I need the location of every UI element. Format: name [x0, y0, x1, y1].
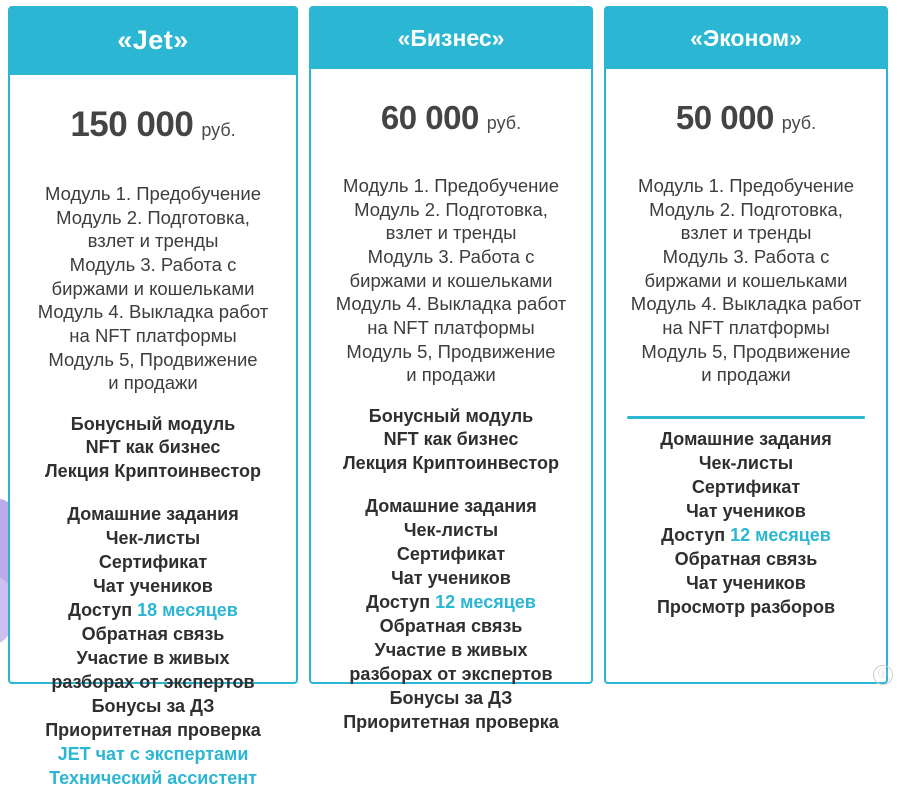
feature-text: Сертификат — [691, 476, 801, 497]
feature-text: Участие в живых — [76, 647, 230, 668]
feature-line — [45, 599, 261, 623]
feature-text: Доступ — [68, 599, 138, 620]
module-line: Модуль 3. Работа с — [662, 246, 830, 268]
feature-highlight: 18 месяцев — [137, 599, 238, 620]
module-line: Модуль 1. Предобучение — [342, 175, 560, 196]
feature-line — [343, 615, 559, 639]
bonus-line: Лекция Криптоинвестор — [343, 452, 559, 473]
card-title-business: «Бизнес» — [311, 8, 591, 69]
feature-line — [657, 548, 835, 572]
feature-text: Сертификат — [98, 552, 208, 573]
feature-text: Обратная связь — [379, 615, 523, 636]
feature-text: Чек-листы — [698, 452, 794, 473]
module-line: Модуль 2. Подготовка, — [56, 206, 250, 228]
bonus-line: Лекция Криптоинвестор — [45, 460, 261, 481]
feature-text: Доступ — [366, 591, 436, 612]
module-line: Модуль 2. Подготовка, — [649, 198, 843, 220]
bonus-list-business — [343, 405, 559, 475]
card-title-economy: «Эконом» — [606, 8, 886, 69]
feature-text: Сертификат — [396, 544, 506, 565]
feature-line — [657, 452, 835, 476]
feature-line — [657, 524, 835, 548]
feature-text: Чат учеников — [686, 572, 806, 593]
feature-line — [657, 428, 835, 452]
feature-line — [45, 503, 261, 527]
feature-text: разборах от экспертов — [349, 663, 553, 684]
module-line: взлет и тренды — [385, 222, 517, 244]
module-line: и продажи — [108, 372, 198, 394]
bonus-list-jet — [45, 413, 261, 483]
feature-line — [343, 543, 559, 567]
feature-text: Чек-листы — [105, 528, 201, 549]
feature-line — [343, 711, 559, 735]
feature-text: Доступ — [661, 524, 731, 545]
watermark-icon: ⓘ — [873, 665, 893, 685]
module-line: взлет и тренды — [680, 222, 812, 244]
feature-highlight: 12 месяцев — [435, 591, 536, 612]
feature-text: Участие в живых — [374, 639, 528, 660]
modules-list-jet — [34, 182, 273, 395]
feature-line — [45, 671, 261, 695]
module-line: Модуль 3. Работа с — [367, 246, 535, 268]
module-line: и продажи — [406, 364, 496, 386]
module-line: биржами и кошельками — [51, 277, 255, 299]
feature-line — [343, 639, 559, 663]
feature-text: Обратная связь — [674, 548, 818, 569]
price-value-economy: 50 000 — [675, 99, 774, 136]
feature-text: Бонусы за ДЗ — [389, 687, 513, 708]
module-line: Модуль 5, Продвижение — [641, 340, 851, 362]
feature-highlight: Технический ассистент — [49, 767, 257, 788]
feature-line — [343, 495, 559, 519]
module-line: Модуль 4. Выкладка работ — [37, 301, 269, 323]
feature-line — [343, 663, 559, 687]
modules-list-business — [332, 174, 571, 387]
pricing-card-economy[interactable] — [604, 6, 888, 684]
divider-economy — [627, 416, 865, 419]
feature-text: Просмотр разборов — [656, 596, 836, 617]
pricing-card-business[interactable] — [309, 6, 593, 732]
feature-text: Чат учеников — [686, 500, 806, 521]
feature-line — [45, 623, 261, 647]
module-line: взлет и тренды — [87, 230, 219, 252]
card-title-jet: «Jet» — [10, 8, 296, 75]
bonus-line: Бонусный модуль — [70, 414, 236, 435]
module-line: Модуль 2. Подготовка, — [354, 198, 548, 220]
feature-line — [45, 743, 261, 767]
feature-line — [657, 476, 835, 500]
feature-text: Чек-листы — [403, 520, 499, 541]
feature-text: Приоритетная проверка — [45, 719, 261, 740]
price-row-jet — [70, 105, 235, 145]
module-line: Модуль 5, Продвижение — [346, 340, 556, 362]
feature-line — [657, 596, 835, 620]
price-value-jet: 150 000 — [70, 105, 194, 144]
feature-highlight: JET чат с экспертами — [57, 743, 249, 764]
feature-text: Приоритетная проверка — [343, 711, 559, 732]
module-line: Модуль 1. Предобучение — [637, 175, 855, 196]
module-line: на NFT платформы — [662, 317, 830, 339]
feature-line — [45, 647, 261, 671]
module-line: Модуль 5, Продвижение — [48, 348, 258, 370]
feature-line — [45, 719, 261, 743]
feature-text: Домашние задания — [67, 504, 239, 525]
module-line: на NFT платформы — [367, 317, 535, 339]
bonus-line: NFT как бизнес — [85, 437, 221, 458]
module-line: биржами и кошельками — [644, 269, 848, 291]
feature-text: Обратная связь — [81, 623, 225, 644]
feature-line — [657, 572, 835, 596]
feature-line — [45, 527, 261, 551]
features-list-economy — [653, 428, 839, 620]
features-list-business — [339, 495, 563, 734]
feature-line — [343, 591, 559, 615]
module-line: Модуль 1. Предобучение — [44, 183, 262, 204]
price-row-economy — [676, 99, 816, 137]
feature-line — [45, 767, 261, 790]
price-currency-economy: руб. — [781, 113, 817, 133]
price-row-business — [381, 99, 521, 137]
modules-list-economy — [627, 174, 866, 387]
feature-text: Чат учеников — [391, 568, 511, 589]
features-list-jet — [41, 503, 265, 790]
module-line: Модуль 3. Работа с — [69, 254, 237, 276]
feature-line — [657, 500, 835, 524]
bonus-line: NFT как бизнес — [383, 429, 519, 450]
feature-text: Домашние задания — [660, 429, 832, 450]
pricing-card-jet[interactable] — [8, 6, 298, 788]
feature-line — [343, 567, 559, 591]
feature-text: Домашние задания — [365, 496, 537, 517]
price-value-business: 60 000 — [380, 99, 479, 136]
feature-text: Чат учеников — [93, 576, 213, 597]
feature-line — [45, 551, 261, 575]
price-currency-jet: руб. — [201, 120, 236, 140]
feature-highlight: 12 месяцев — [730, 524, 831, 545]
feature-line — [343, 519, 559, 543]
bonus-line: Бонусный модуль — [368, 406, 534, 427]
module-line: Модуль 4. Выкладка работ — [335, 293, 567, 315]
module-line: и продажи — [701, 364, 791, 386]
module-line: биржами и кошельками — [349, 269, 553, 291]
feature-line — [45, 695, 261, 719]
feature-line — [343, 687, 559, 711]
module-line: на NFT платформы — [69, 325, 237, 347]
feature-text: Бонусы за ДЗ — [91, 695, 215, 716]
module-line: Модуль 4. Выкладка работ — [630, 293, 862, 315]
feature-line — [45, 575, 261, 599]
feature-text: разборах от экспертов — [51, 671, 255, 692]
price-currency-business: руб. — [486, 113, 522, 133]
